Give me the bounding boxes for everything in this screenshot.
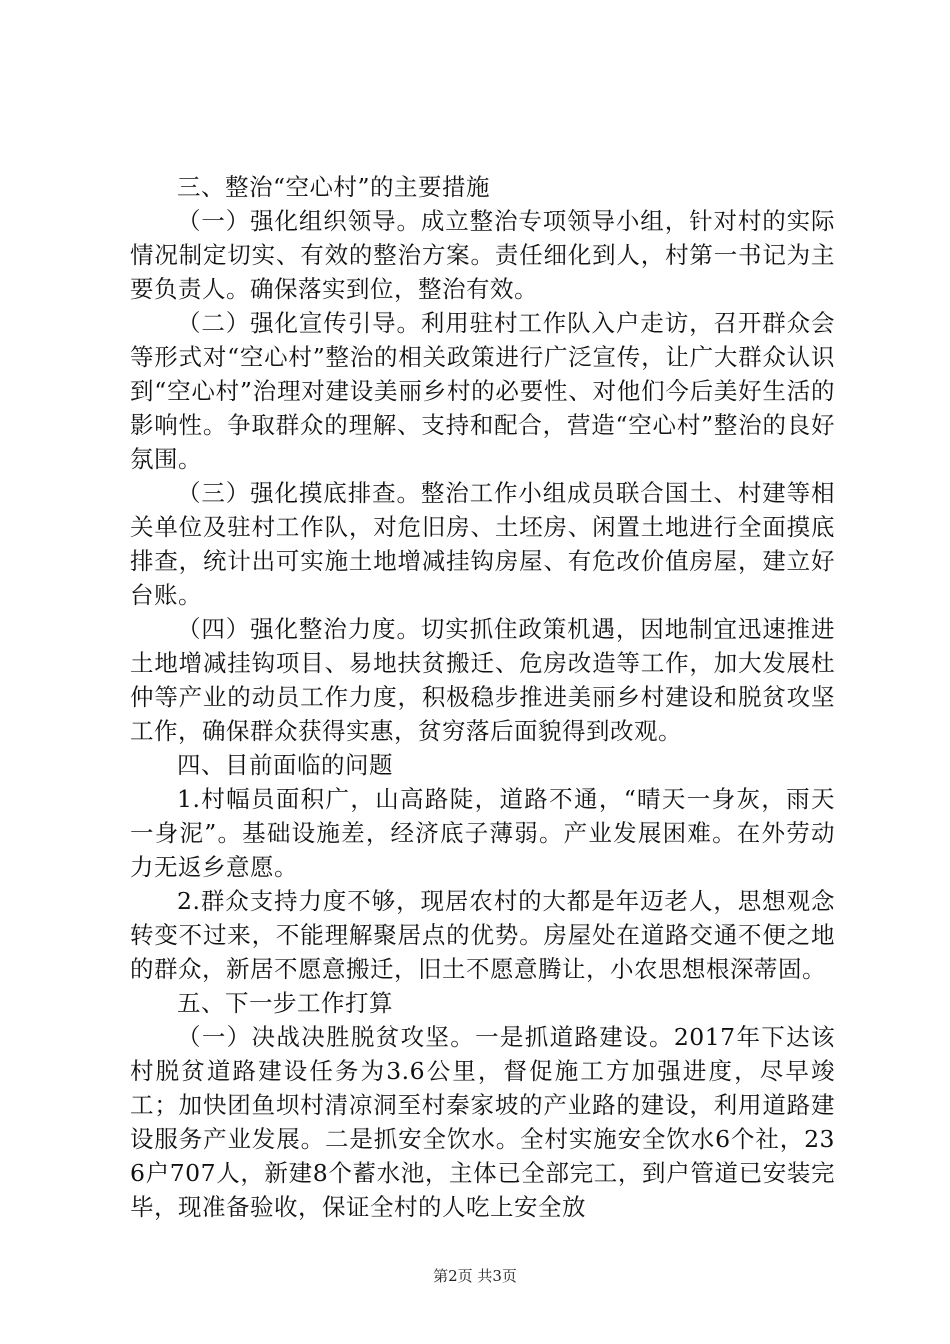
- document-body: [130, 170, 835, 1224]
- paragraph-problem-1: 1.村幅员面积广，山高路陡，道路不通，“晴天一身灰，雨天一身泥”。基础设施差，经济底子薄弱。产业发展困难。在外劳动力无返乡意愿。: [130, 785, 835, 881]
- paragraph-investigation: （三）强化摸底排查。整治工作小组成员联合国土、村建等相关单位及驻村工作队，对危旧房、土坯房、闲置土地进行全面摸底排查，统计出可实施土地增减挂钩房屋、有危改价值房屋，建立好台账。: [130, 479, 835, 609]
- paragraph-publicity: （二）强化宣传引导。利用驻村工作队入户走访，召开群众会等形式对“空心村”整治的相关政策进行广泛宣传，让广大群众认识到“空心村”治理对建设美丽乡村的必要性、对他们今后美好生活的影响性。争取群众的理解、支持和配合，营造“空心村”整治的良好氛围。: [130, 309, 835, 473]
- paragraph-organization: （一）强化组织领导。成立整治专项领导小组，针对村的实际情况制定切实、有效的整治方案。责任细化到人，村第一书记为主要负责人。确保落实到位，整治有效。: [130, 207, 835, 303]
- page-footer: 第2页 共3页: [433, 1267, 517, 1285]
- paragraph-problem-2: 2.群众支持力度不够，现居农村的大都是年迈老人，思想观念转变不过来，不能理解聚居点的优势。房屋处在道路交通不便之地的群众，新居不愿意搬迁，旧土不愿意腾让，小农思想根深蒂固。: [130, 887, 835, 983]
- paragraph-next-steps-1: （一）决战决胜脱贫攻坚。一是抓道路建设。2017年下达该村脱贫道路建设任务为3.6公里，督促施工方加强进度，尽早竣工；加快团鱼坝村清凉洞至村秦家坡的产业路的建设，利用道路建设服务产业发展。二是抓安全饮水。全村实施安全饮水6个社，236户707人，新建8个蓄水池，主体已全部完工，到户管道已安装完毕，现准备验收，保证全村的人吃上安全放: [130, 1023, 835, 1221]
- paragraph-rectification: （四）强化整治力度。切实抓住政策机遇，因地制宜迅速推进土地增减挂钩项目、易地扶贫搬迁、危房改造等工作，加大发展杜仲等产业的动员工作力度，积极稳步推进美丽乡村建设和脱贫攻坚工作，确保群众获得实惠，贫穷落后面貌得到改观。: [130, 615, 835, 745]
- section-heading-5: 五、下一步工作打算: [177, 989, 393, 1017]
- section-heading-4: 四、目前面临的问题: [177, 751, 393, 779]
- section-heading-3: 三、整治“空心村”的主要措施: [177, 173, 491, 201]
